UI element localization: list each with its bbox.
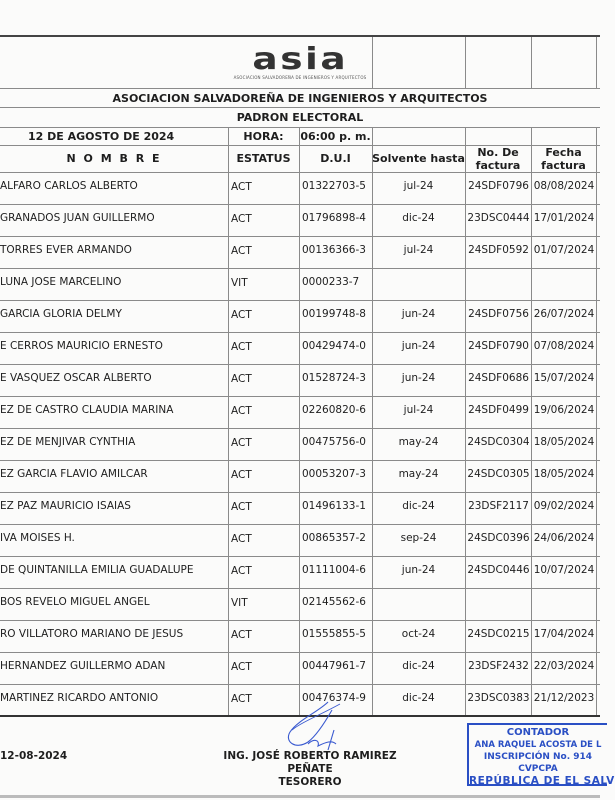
member-status: ACT bbox=[231, 181, 252, 193]
column-header-solvente: Solvente hasta bbox=[372, 152, 465, 165]
member-status: ACT bbox=[231, 565, 252, 577]
column-header-fecha-line1: Fecha bbox=[545, 146, 582, 159]
member-dui: 00136366-3 bbox=[302, 244, 366, 256]
invoice-date: 01/07/2024 bbox=[533, 244, 595, 256]
table-row bbox=[0, 524, 600, 556]
solvent-until: jun-24 bbox=[401, 308, 436, 320]
asia-logo bbox=[228, 42, 372, 80]
solvent-until: sep-24 bbox=[400, 532, 437, 544]
divider bbox=[465, 37, 466, 88]
member-dui: 01796898-4 bbox=[302, 212, 366, 224]
invoice-date: 10/07/2024 bbox=[533, 564, 595, 576]
invoice-number: 24SDF0499 bbox=[468, 404, 529, 416]
invoice-number: 24SDC0304 bbox=[467, 436, 530, 448]
member-name: E VASQUEZ OSCAR ALBERTO bbox=[0, 372, 152, 384]
member-dui: 01111004-6 bbox=[302, 564, 366, 576]
table-row bbox=[0, 268, 600, 300]
invoice-date: 22/03/2024 bbox=[533, 660, 595, 672]
signer-role: TESORERO bbox=[278, 776, 342, 788]
member-name: GARCIA GLORIA DELMY bbox=[0, 308, 122, 320]
table-row bbox=[0, 428, 600, 460]
member-name: E CERROS MAURICIO ERNESTO bbox=[0, 340, 163, 352]
member-dui: 00429474-0 bbox=[302, 340, 366, 352]
member-dui: 00865357-2 bbox=[302, 532, 366, 544]
solvent-until: dic-24 bbox=[402, 692, 435, 704]
invoice-number: 24SDF0592 bbox=[468, 244, 529, 256]
invoice-date: 18/05/2024 bbox=[533, 436, 595, 448]
member-dui: 00447961-7 bbox=[302, 660, 366, 672]
member-name: DE QUINTANILLA EMILIA GUADALUPE bbox=[0, 564, 194, 576]
member-status: ACT bbox=[231, 373, 252, 385]
member-status: VIT bbox=[231, 277, 248, 289]
member-dui: 00199748-8 bbox=[302, 308, 366, 320]
top-border bbox=[0, 35, 600, 37]
member-status: ACT bbox=[231, 629, 252, 641]
member-status: ACT bbox=[231, 693, 252, 705]
invoice-date: 21/12/2023 bbox=[533, 692, 595, 704]
table-row bbox=[0, 396, 600, 428]
member-status: ACT bbox=[231, 661, 252, 673]
column-header-factura bbox=[465, 146, 531, 172]
document-title: ASOCIACION SALVADOREÑA DE INGENIEROS Y ARQUITECTOS bbox=[112, 92, 488, 105]
table-row bbox=[0, 460, 600, 492]
member-status: ACT bbox=[231, 341, 252, 353]
member-dui: 01496133-1 bbox=[302, 500, 366, 512]
solvent-until: jun-24 bbox=[401, 372, 436, 384]
column-header-factura-line1: No. De bbox=[477, 146, 519, 159]
member-status: VIT bbox=[231, 597, 248, 609]
member-dui: 01322703-5 bbox=[302, 180, 366, 192]
invoice-date: 26/07/2024 bbox=[533, 308, 595, 320]
solvent-until: jul-24 bbox=[403, 404, 434, 416]
invoice-number: 24SDF0796 bbox=[468, 180, 529, 192]
solvent-until: dic-24 bbox=[402, 660, 435, 672]
time-value: 06:00 p. m. bbox=[300, 130, 371, 143]
footer-date: 12-08-2024 bbox=[0, 750, 68, 762]
member-status: ACT bbox=[231, 533, 252, 545]
member-name: EZ DE CASTRO CLAUDIA MARINA bbox=[0, 404, 174, 416]
table-row bbox=[0, 364, 600, 396]
invoice-date: 24/06/2024 bbox=[533, 532, 595, 544]
invoice-date: 17/04/2024 bbox=[533, 628, 595, 640]
member-dui: 02260820-6 bbox=[302, 404, 366, 416]
invoice-number: 24SDC0396 bbox=[467, 532, 530, 544]
time-label: HORA: bbox=[243, 130, 284, 143]
member-name: EZ PAZ MAURICIO ISAIAS bbox=[0, 500, 131, 512]
table-row bbox=[0, 556, 600, 588]
accountant-stamp bbox=[467, 723, 615, 787]
divider bbox=[372, 37, 373, 88]
invoice-date: 19/06/2024 bbox=[533, 404, 595, 416]
document-subtitle: PADRON ELECTORAL bbox=[236, 111, 364, 124]
member-name: RO VILLATORO MARIANO DE JESUS bbox=[0, 628, 184, 640]
column-header-estatus: ESTATUS bbox=[236, 152, 291, 165]
member-name: EZ GARCIA FLAVIO AMILCAR bbox=[0, 468, 148, 480]
solvent-until: dic-24 bbox=[402, 212, 435, 224]
member-name: EZ DE MENJIVAR CYNTHIA bbox=[0, 436, 136, 448]
member-dui: 00053207-3 bbox=[302, 468, 366, 480]
solvent-until: jun-24 bbox=[401, 340, 436, 352]
solvent-until: jul-24 bbox=[403, 244, 434, 256]
member-dui: 01555855-5 bbox=[302, 628, 366, 640]
member-status: ACT bbox=[231, 309, 252, 321]
divider bbox=[0, 107, 600, 108]
member-name: BOS REVELO MIGUEL ANGEL bbox=[0, 596, 150, 608]
member-status: ACT bbox=[231, 405, 252, 417]
column-header-factura-line2: factura bbox=[475, 159, 521, 172]
report-date: 12 DE AGOSTO DE 2024 bbox=[28, 130, 175, 143]
column-header-fecha-line2: factura bbox=[541, 159, 586, 172]
table-row bbox=[0, 172, 600, 204]
table-row bbox=[0, 300, 600, 332]
member-status: ACT bbox=[231, 245, 252, 257]
divider bbox=[0, 127, 600, 128]
invoice-number: 24SDF0790 bbox=[468, 340, 529, 352]
table-row bbox=[0, 204, 600, 236]
invoice-number: 23DSF2117 bbox=[468, 500, 529, 512]
divider bbox=[596, 37, 597, 88]
invoice-number: 24SDC0215 bbox=[467, 628, 530, 640]
signature-image bbox=[278, 700, 358, 755]
invoice-number: 23DSC0383 bbox=[467, 692, 530, 704]
table-row bbox=[0, 492, 600, 524]
stamp-line: INSCRIPCIÓN No. 914 bbox=[483, 752, 593, 762]
member-dui: 00476374-9 bbox=[302, 692, 366, 704]
member-dui: 0000233-7 bbox=[302, 276, 360, 288]
solvent-until: jun-24 bbox=[401, 564, 436, 576]
signer-block bbox=[200, 750, 420, 789]
invoice-date: 18/05/2024 bbox=[533, 468, 595, 480]
column-header-nombre: N O M B R E bbox=[66, 152, 162, 165]
member-dui: 01528724-3 bbox=[302, 372, 366, 384]
invoice-number: 24SDF0756 bbox=[468, 308, 529, 320]
member-name: MARTINEZ RICARDO ANTONIO bbox=[0, 692, 159, 704]
table-row bbox=[0, 236, 600, 268]
member-status: ACT bbox=[231, 469, 252, 481]
divider bbox=[0, 88, 600, 89]
solvent-until: dic-24 bbox=[402, 500, 435, 512]
invoice-number: 23DSF2432 bbox=[468, 660, 529, 672]
member-dui: 02145562-6 bbox=[302, 596, 366, 608]
member-name: TORRES EVER ARMANDO bbox=[0, 244, 132, 256]
table-row bbox=[0, 620, 600, 652]
member-name: GRANADOS JUAN GUILLERMO bbox=[0, 212, 155, 224]
invoice-date: 07/08/2024 bbox=[533, 340, 595, 352]
member-name: ALFARO CARLOS ALBERTO bbox=[0, 180, 138, 192]
invoice-number: 23DSC0444 bbox=[467, 212, 530, 224]
stamp-line: CVPCPA bbox=[518, 764, 558, 774]
signer-name: ING. JOSÉ ROBERTO RAMIREZ PEÑATE bbox=[223, 750, 397, 775]
member-name: LUNA JOSE MARCELINO bbox=[0, 276, 122, 288]
invoice-date: 17/01/2024 bbox=[533, 212, 595, 224]
member-name: IVA MOISES H. bbox=[0, 532, 75, 544]
logo-subtitle: ASOCIACION SALVADOREÑA DE INGENIEROS Y ARQUITECTOS bbox=[233, 75, 367, 80]
invoice-number: 24SDF0686 bbox=[468, 372, 529, 384]
column-header-fecha bbox=[531, 146, 596, 172]
table-row bbox=[0, 588, 600, 620]
solvent-until: may-24 bbox=[398, 468, 439, 480]
stamp-line: ANA RAQUEL ACOSTA DE L bbox=[474, 740, 602, 750]
invoice-date: 08/08/2024 bbox=[533, 180, 595, 192]
member-dui: 00475756-0 bbox=[302, 436, 366, 448]
solvent-until: may-24 bbox=[398, 436, 439, 448]
invoice-date: 09/02/2024 bbox=[533, 500, 595, 512]
member-status: ACT bbox=[231, 501, 252, 513]
stamp-line: CONTADOR bbox=[506, 727, 570, 738]
member-name: HERNANDEZ GUILLERMO ADAN bbox=[0, 660, 166, 672]
solvent-until: jul-24 bbox=[403, 180, 434, 192]
table-row bbox=[0, 332, 600, 364]
member-status: ACT bbox=[231, 437, 252, 449]
stamp-line: REPÚBLICA DE EL SALV bbox=[469, 775, 615, 787]
logo-word: asia bbox=[252, 42, 348, 77]
divider bbox=[531, 37, 532, 88]
table-row bbox=[0, 652, 600, 684]
member-status: ACT bbox=[231, 213, 252, 225]
invoice-date: 15/07/2024 bbox=[533, 372, 595, 384]
invoice-number: 24SDC0305 bbox=[467, 468, 530, 480]
invoice-number: 24SDC0446 bbox=[467, 564, 530, 576]
column-header-dui: D.U.I bbox=[320, 152, 351, 165]
page-edge bbox=[0, 795, 600, 798]
solvent-until: oct-24 bbox=[401, 628, 436, 640]
